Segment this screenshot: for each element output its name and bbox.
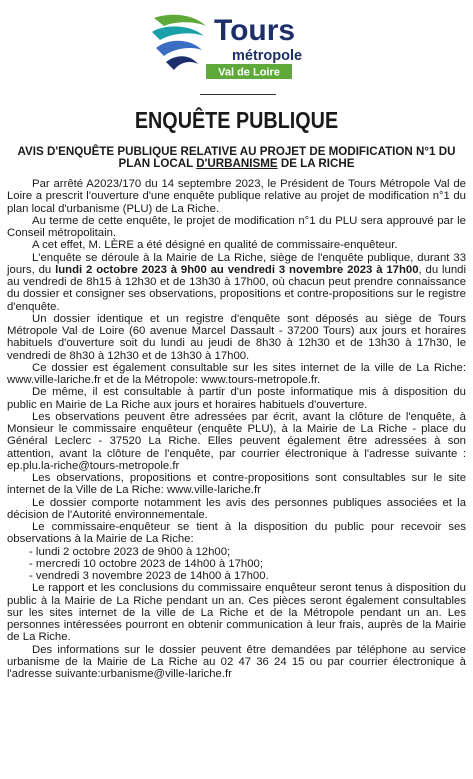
paragraph-rapport: Le rapport et les conclusions du commissaire enquêteur seront tenus à disposition du public à la Mairie de La Riche pendant un an. Ces pièces seront également consultables sur les sites internet de la ville de La Riche et de la Métropole pendant un an. Les personnes intéressées pourront en obtenir communication à leur frais, auprès de la Mairie de La Riche. [7, 582, 466, 644]
notice-body [7, 178, 466, 680]
title-divider [200, 94, 276, 95]
paragraph-observations: Les observations peuvent être adressées par écrit, avant la clôture de l'enquête, à Monsieur le commissaire enquêteur (enquête PLU), à la Mairie de La Riche - place du Général Leclerc - 37520 La Riche. Elles peuvent également être adressées à son attention, avant la clôture de l'enquête, par courrier électronique à l'adresse suivante : ep.plu.la-riche@tours-metropole.fr [7, 410, 466, 472]
subtitle-line2: PLAN LOCAL D'URBANISME DE LA RICHE [118, 157, 355, 171]
paragraph-dossier-siege: Un dossier identique et un registre d'enquête sont déposés au siège de Tours Métropole Val de Loire (60 avenue Marcel Dassault - 37200 Tours) aux jours et horaires habituels d'ouverture soit du lundi au jeudi de 8h30 à 12h30 et de 13h30 à 17h30, le vendredi de 8h30 à 12h30 et de 13h30 à 17h00. [7, 312, 466, 362]
logo-mark-icon [150, 10, 325, 82]
logo-word-tours: Tours [214, 14, 296, 47]
enquiry-dates: lundi 2 octobre 2023 à 9h00 au vendredi 3 novembre 2023 à 17h00 [55, 263, 419, 276]
paragraph-permanences: Le commissaire-enquêteur se tient à la disposition du public pour recevoir ses observations à la Mairie de La Riche: [7, 521, 466, 546]
paragraph-poste-informatique: De même, il est consultable à partir d'un poste informatique mis à disposition du public en Mairie de La Riche aux jours et horaires habituels d'ouverture. [7, 386, 466, 411]
paragraph-dates: L'enquête se déroule à la Mairie de La Riche, siège de l'enquête publique, durant 33 jours, du lundi 2 octobre 2023 à 9h00 au vendredi 3 novembre 2023 à 17h00, du lundi au vendredi de 8h15 à 12h30 et de 13h30 à 17h00, où chacun peut prendre connaissance du dossier et consigner ses observations, propositions et contre-propositions sur le registre d'enquête. [7, 251, 466, 313]
paragraph-informations: Des informations sur le dossier peuvent être demandées par téléphone au service urbanisme de la Mairie de La Riche au 02 47 36 24 15 ou par courrier électronique à l'adresse suivante:urbanisme@ville-lariche.fr [7, 643, 466, 680]
paragraph-approval: Au terme de cette enquête, le projet de modification n°1 du PLU sera approuvé par le Conseil métropolitain. [7, 214, 466, 239]
list-item: - mercredi 10 octobre 2023 de 14h00 à 17h00; [29, 557, 263, 570]
subtitle-line1: AVIS D'ENQUÊTE PUBLIQUE RELATIVE AU PROJET DE MODIFICATION N°1 DU [17, 145, 456, 158]
paragraph-commissaire: A cet effet, M. LÈRE a été désigné en qualité de commissaire-enquêteur. [32, 239, 398, 252]
list-item: - vendredi 3 novembre 2023 de 14h00 à 17h00. [29, 570, 269, 582]
list-item: - lundi 2 octobre 2023 de 9h00 à 12h00; [29, 545, 231, 558]
paragraph-avis: Le dossier comporte notamment les avis des personnes publiques associées et la décision de l'Autorité environnementale. [7, 496, 466, 521]
notice-subtitle [10, 146, 463, 171]
page-title: ENQUÊTE PUBLIQUE [134, 107, 339, 133]
tours-metropole-logo [150, 10, 325, 82]
logo-tagline: Val de Loire [218, 66, 280, 79]
paragraph-arrete: Par arrêté A2023/170 du 14 septembre 2023, le Président de Tours Métropole Val de Loire a prescrit l'ouverture d'une enquête publique relative au projet de modification n°1 du plan local d'urbanisme (PLU) de La Riche. [7, 178, 466, 215]
paragraph-websites: Ce dossier est également consultable sur les sites internet de la ville de La Riche: www.ville-lariche.fr et de la Métropole: www.tours-metropole.fr. [7, 361, 466, 386]
paragraph-consultables: Les observations, propositions et contre-propositions sont consultables sur le site internet de la Ville de La Riche: www.ville-lariche.fr [7, 472, 466, 497]
logo-word-metropole: métropole [232, 48, 303, 64]
